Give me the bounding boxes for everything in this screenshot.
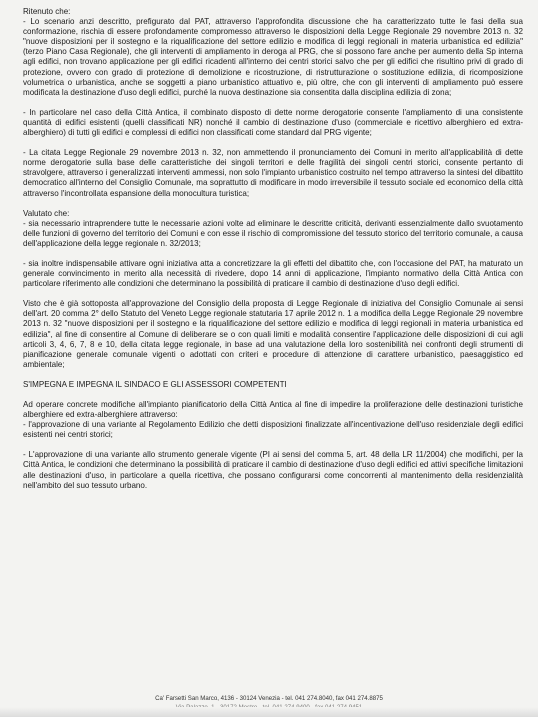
paragraph-ritenuto-1: - Lo scenario anzi descritto, prefigurato dal PAT, attraverso l'approfondita discussione che ha caratterizzato tutte le fasi della sua conformazione, rischia di essere profondamente compromesso attraverso le disposizioni della Legge Regionale 29 novembre 2013 n. 32 "nuove disposizioni per il sostegno e la riqualificazione del settore edilizio e modifica di leggi regionali in materia urbanistica ed edilizia" (terzo Piano Casa Regionale), che gli interventi di ampliamento in deroga al PRG, che si possono fare anche per aumento della Sp interna agli edifici, non trovano applicazione per gli edifici ricadenti all'interno dei centri storici salvo che per gli edifici che risultino privi di grado di protezione, ovvero con grado di protezione di demolizione e ricostruzione, di ristrutturazione o sostituzione edilizia, di ricomposizione volumetrica o urbanistica, anche se soggetti a piano urbanistico attuativo e, più oltre, che con gli interventi di ampliamento può essere modificata la destinazione d'uso degli edifici, purché la nuova destinazione sia consentita dalla disciplina edilizia di zona;: [23, 17, 523, 97]
section-heading-ritenuto: Ritenuto che:: [23, 7, 71, 16]
paragraph-impegna-1: - l'approvazione di una variante al Regolamento Edilizio che detti disposizioni finalizzate all'incentivazione dell'uso residenziale degli edifici esistenti nei centri storici;: [23, 420, 523, 440]
page-bottom-shadow: [0, 707, 538, 717]
section-heading-valutato: Valutato che:: [23, 208, 70, 218]
paragraph-impegna-2: - L'approvazione di una variante allo strumento generale vigente (PI ai sensi del comma 5, art. 48 della LR 11/2004) che modifichi, per la Città Antica, le condizioni che determinano la possibilità di praticare il cambio di destinazione d'uso degli edifici ed attivi specifiche limitazioni alle destinazioni d'uso, in particolare a quella ricettiva, che possano configurarsi come concorrenti al mantenimento della residenzialità nell'ambito del suo tessuto urbano.: [23, 450, 523, 490]
paragraph-visto: Visto che è già sottoposta all'approvazione del Consiglio della proposta di Legge Regionale di iniziativa del Consiglio Comunale ai sensi dell'art. 20 comma 2° dello Statuto del Veneto Legge regionale statutaria 17 aprile 2012 n. 1 a modifica della Legge Regionale 29 novembre 2013 n. 32 "nuove disposizioni per il sostegno e la riqualificazione del settore edilizio e modifica di leggi regionali in materia urbanistica ed edilizia", al fine di consentire al Comune di deliberare se o con quali limiti e modalità consentire l'applicazione delle disposizioni di cui agli articoli 3, 4, 6, 7, 8 e 10, della citata legge regionale, in base ad una valutazione della loro sostenibilità nei confronti degli strumenti di pianificazione generale comunale vigenti o adottati con criteri e procedure di attenzione di carattere urbanistico, paesaggistico ed ambientale;: [23, 299, 523, 369]
paragraph-impegna-intro: Ad operare concrete modifiche all'impianto pianificatorio della Città Antica al fine di impedire la proliferazione delle destinazioni turistiche alberghiere ed extra-alberghiere attraverso:: [23, 400, 523, 420]
paragraph-valutato-2: - sia inoltre indispensabile attivare ogni iniziativa atta a concretizzare la gli effetti del dibattito che, con l'occasione del PAT, ha maturato un generale convincimento in merito alla necessità di rivedere, dopo 14 anni di applicazione, l'impianto normativo della Città Antica con particolare riferimento alle condizioni che determinano la possibilità di praticare il cambio di destinazione d'uso degli edifici.: [23, 258, 523, 289]
paragraph-ritenuto-3: - La citata Legge Regionale 29 novembre 2013 n. 32, non ammettendo il pronunciamento dei Comuni in merito all'applicabilità di dette norme derogatorie sulla base delle caratteristiche dei singoli territori e delle fragilità dei singoli centri storici, consente pertanto di stravolgere, attraverso i generalizzati interventi ammessi, non solo l'impianto urbanistico costruito nel tempo attraverso la sintesi del dibattito democratico all'interno del Consiglio Comunale, ma soprattutto di modificare in modo irreversibile il tessuto sociale ed economico della città attraverso l'incontrollata espansione della monocultura turistica;: [23, 148, 523, 198]
paragraph-valutato-1: - sia necessario intraprendere tutte le necessarie azioni volte ad eliminare le descritte criticità, derivanti essenzialmente dallo svuotamento delle funzioni di governo del territorio dei Comuni e con esse il rischio di compromissione del tessuto storico del territorio comunale, a causa dell'applicazione della legge regionale n. 32/2013;: [23, 218, 523, 248]
document-body: [23, 0, 523, 491]
footer-address-venezia: Ca' Farsetti San Marco, 4136 - 30124 Venezia - tel. 041 274.8040, fax 041 274.8875: [155, 695, 383, 702]
paragraph-ritenuto-2: - In particolare nel caso della Città Antica, il combinato disposto di dette norme derogatorie consente l'ampliamento di una consistente quantità di edifici esistenti (quelli classificati NR) nonché il cambio di destinazione d'uso (commerciale e ricettivo alberghiero ed extra-alberghiero) di tutti gli edifici e complessi di edifici non classificati come standard dal PRG vigente;: [23, 107, 523, 138]
section-heading-impegna: S'IMPEGNA E IMPEGNA IL SINDACO E GLI ASSESSORI COMPETENTI: [23, 379, 287, 389]
